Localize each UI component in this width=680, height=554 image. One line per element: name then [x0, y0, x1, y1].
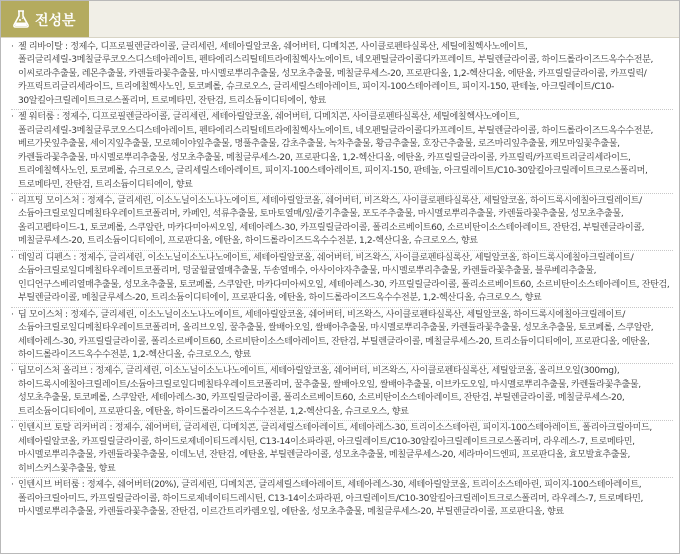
ingredient-entry	[11, 422, 673, 478]
bullet: ·	[11, 112, 14, 123]
flask-icon	[11, 9, 31, 29]
bullet: ·	[11, 195, 14, 206]
ingredient-entry	[11, 111, 673, 194]
ingredient-list	[11, 41, 673, 521]
ingredient-text: 리프팅 모이스처 : 정제수, 글리세린, 이소노닐이소노나노에이트, 세테아릴알코올, 쉐어버터, 비즈왁스, 사이클로펜타실록산, 세틸알코올, 하이드록시에칠아크릴레이트/소듐아크릴로일디메칠타우레이트코폴리머, 카페인, 석류추출물, 토마토열매/잎/줄기추출물, 포도주추출물, 마시멜로뿌리추출물, 카렌듈라꽃추출물, 성모초추출물, 올리고펩타이드-1, 토코페롤, 스쿠알란, 마카다미아씨오일, 세테아레스-30, 카프릴릴글라이콜, 폴리소르베이트60, 소르비탄이소스테아레이트, 잔탄검, 부틸렌글라이콜, 메칠글루세스-20, 트리소듐이디티에이, 프로판디올, 에탄올, 하이드롤라이즈드옥수수전분, 1,2-헥산디올, 슈크로오스, 향료	[18, 195, 645, 247]
ingredient-entry	[11, 252, 673, 308]
ingredient-entry	[11, 41, 673, 110]
section-badge	[1, 1, 89, 37]
ingredient-text: 딥 모이스처 : 정제수, 글리세린, 이소노닐이소노나노에이트, 세테아릴알코올, 쉐어버터, 비즈왁스, 사이클로펜타실록산, 세틸알코올, 하이드록시에칠아크릴레이트/소듐아크릴로일디메칠타우레이트코폴리머, 올리브오일, 꿀추출물, 쌀배아오일, 쌀배아추출물, 마시멜로뿌리추출물, 카렌듈라꽃추출물, 성모초추출물, 토코페롤, 스쿠알란, 세테아레스-30, 카프릴릴글라이콜, 폴리소르베이트60, 소르비탄이소스테아레이트, 잔탄검, 부틸렌글라이콜, 메칠글루세스-20, 트리소듐이디티에이, 프로판디올, 에탄올, 하이드롤라이즈드옥수수전분, 1,2-헥산디올, 슈크로오스, 향료	[18, 309, 654, 360]
ingredient-text: 딥모이스처 올리브 : 정제수, 글리세린, 이소노닐이소노나노에이트, 세테아릴알코올, 쉐어버터, 비즈왁스, 사이클로펜타실록산, 세틸알코올, 올리브오일(300mg), 하이드록시에칠아크릴레이트/소듐아크릴로일디메칠타우레이트코폴리머, 꿀추출물, 쌀배아오일, 쌀배아추출물, 이브카도오일, 마시멜로뿌리추출물, 카렌듈라꽃추출물, 성모초추출물, 토코페롤, 스쿠알란, 세테아레스-30, 카프릴릴글라이콜, 폴리소르베이트60, 소르비탄이소스테아레이트, 잔탄검, 부틸렌글라이콜, 메칠글루세스-20, 트리소듐이디티에이, 프로판디올, 에탄올, 하이드롤라이즈드옥수수전분, 1,2-헥산디올, 슈크로오스, 향료	[18, 366, 641, 417]
ingredient-entry	[11, 309, 673, 365]
ingredient-entry	[11, 479, 673, 520]
panel-header	[1, 1, 679, 38]
ingredient-text: 젤 리바이탈 : 정제수, 디프로필렌글라이콜, 글리세린, 세테아릴알코올, 쉐어버터, 디메치콘, 사이클로펜타실록산, 세틸에칠헥사노에이트, 폴리글리세릴-3메칠글루코오스디스테아레이트, 펜타에리스리틸테트라에칠헥사노에이트, 네오펜틸글라이콜디카프레이트, 부틸렌글라이콜, 하이드롤라이즈드옥수수전분, 이씨로라추출물, 레몬추출물, 카렌듈라꽃추출물, 마시멜로뿌리추출물, 성모초추출물, 메칠글루세스-20, 프로판디올, 1,2-헥산디올, 에탄올, 카프릴릴글라이콜, 카프릴릭/카프릭트리글리세라이드, 트리에칠헥사노인, 토코페롤, 슈크로오스, 글리세릴스테아레이트, 피이지-100스테아레이트, 피이지-150, 판테놀, 아크릴레이트/C10-30알킬아크릴레이트크로스폴리머, 트로메타민, 잔탄검, 트리소듐이디티에이, 향료	[18, 42, 654, 106]
bullet: ·	[11, 423, 14, 434]
ingredient-text: 젤 워터룸 : 정제수, 디프로필렌글라이콜, 글리세린, 세테아릴알코올, 쉐어버터, 디메치콘, 사이클로펜타실록산, 세틸에칠헥사노에이트, 폴리글리세릴-3메칠글루코오스디스테아레이트, 펜타에리스리틸테트라에칠헥사노에이트, 네오펜틸글라이콜디카프레이트, 부틸렌글라이콜, 하이드롤라이즈드옥수수전분, 베르가못잎추출물, 세이지잎추출물, 모로헤이야잎추출물, 명풀추출물, 감초추출물, 녹차추출물, 황금추출물, 호장근추출물, 로즈마리잎추출물, 캐모마일꽃추출물, 카렌듈라꽃추출물, 마시멜로뿌리추출물, 성모초추출물, 메칠글루세스-20, 프로판디올, 1,2-헥산디올, 에탄올, 카프릴릴글라이콜, 카프릴릭/카프릭트리글리세라이드, 트리에칠헥사노인, 토코페롤, 슈크로오스, 글리세릴스테아레이트, 피이지-100스테아레이트, 피이지-150, 판테놀, 아크릴레이트/C10-30알킬아크릴레이트크로스폴리머, 트로메타민, 잔탄검, 트리소듐이디티에이, 향료	[18, 112, 654, 190]
ingredient-text: 인텐시브 토탈 리커버리 : 정제수, 쉐어버터, 글리세린, 디메치콘, 글리세릴스테아레이트, 세테아레스-30, 트리이소스테아린, 피이지-100스테아레이트, 폴리아크릴아미드, 세테아릴알코올, 카프릴릴글라이콜, 하이드로제네이티드레시틴, C13-14이소파라핀, 아크릴레이트/C10-30알킬아크릴레이트크로스폴리머, 라우레스-7, 트로메타민, 마시멜로뿌리추출물, 카렌듈라꽃추출물, 이데노넌, 잔탄검, 에탄올, 부틸렌글라이콜, 성모초추출물, 메칠글루세스-20, 세라마이드엔피, 프로판디올, 효모발효추출물, 히비스커스꽃추출물, 향료	[18, 423, 652, 474]
bullet: ·	[11, 480, 14, 491]
bullet: ·	[11, 366, 14, 377]
ingredient-entry	[11, 365, 673, 421]
ingredient-text: 인텐시브 버터룸 : 정제수, 쉐어버터(20%), 글리세린, 디메치콘, 글리세릴스테아레이트, 세테아레스-30, 세테아릴알코올, 트리이소스테아린, 피이지-100스테아레이트, 폴리아크릴아미드, 카프릴릴글라이콜, 하이드로제네이티드레시틴, C13-14이소파라핀, 아크릴레이트/C10-30알킬아크릴레이트크로스폴리머, 라우레스-7, 트로메타민, 마시멜로뿌리추출물, 카렌듈라꽃추출물, 잔탄검, 이르간트리카렘오일, 에탄올, 성모초추출물, 메칠글루세스-20, 부틸렌글라이콜, 프로판디올, 향료	[18, 480, 643, 517]
bullet: ·	[11, 252, 14, 263]
bullet: ·	[11, 42, 14, 52]
ingredient-text: 데일리 디펜스 : 정제수, 글리세린, 이소노닐이소노나노에이트, 세테아릴알코올, 쉐어버터, 비즈왁스, 사이클로펜타실록산, 세틸알코올, 하이드록시에칠아크릴레이트/소듐아크릴로일디메칠타우레이트코폴리머, 덩굴월귤열매추출물, 두송열매수, 아사이야자추출물, 마시멜로뿌리추출물, 카렌듈라꽃추출물, 블루베리추출물, 인디언구스베리열매추출물, 성모초추출물, 토코페롤, 스쿠알란, 마카다미아씨오일, 세테아레스-30, 카프릴릴글라이콜, 폴리소르베이트60, 소르비탄이소스테아레이트, 잔탄검, 부틸렌글라이콜, 메칠글루세스-20, 트리소듐이디티에이, 프로판디올, 에탄올, 하이드롤라이즈드옥수수전분, 1,2-헥산디올, 슈크로오스, 향료	[18, 252, 670, 304]
ingredient-entry	[11, 195, 673, 251]
section-title: 전성분	[35, 13, 76, 29]
bullet: ·	[11, 309, 14, 320]
